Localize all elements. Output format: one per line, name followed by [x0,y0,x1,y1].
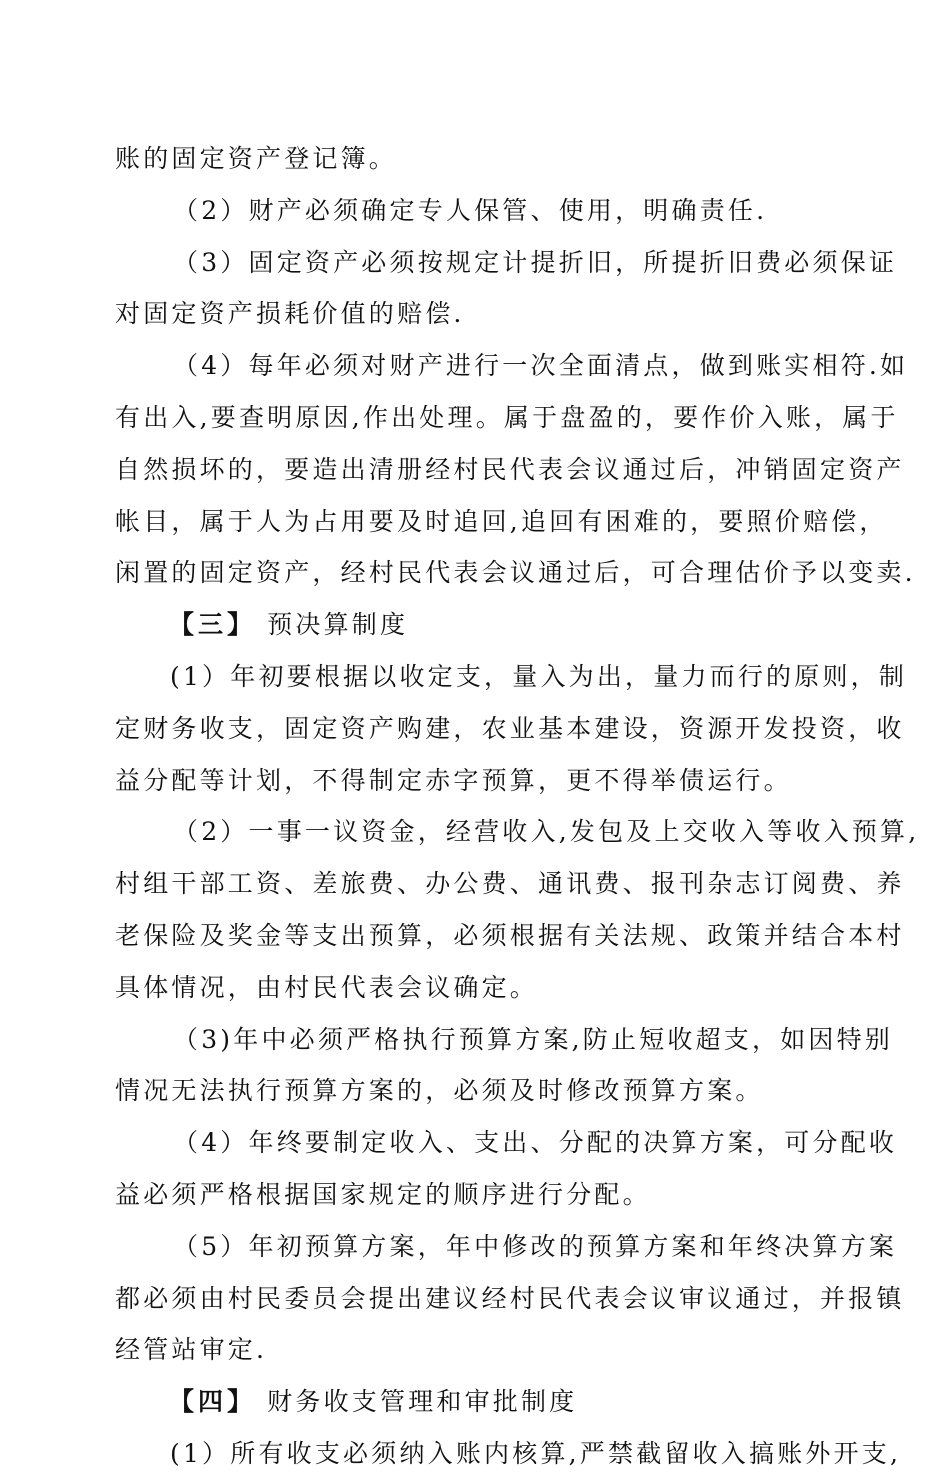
paragraph-line: 情况无法执行预算方案的，必须及时修改预算方案。 [115,1076,764,1106]
paragraph-line: 老保险及奖金等支出预算，必须根据有关法规、政策并结合本村 [115,920,905,950]
paragraph-line: 有出入,要查明原因,作出处理。属于盘盈的，要作价入账，属于 [115,402,899,432]
document-body [115,133,920,1480]
paragraph-line: 经管站审定. [115,1335,268,1365]
paragraph-line: （2）一事一议资金，经营收入,发包及上交收入等收入预算, [173,817,920,847]
paragraph-line: （4）年终要制定收入、支出、分配的决算方案，可分配收 [173,1128,898,1158]
section-number: 【三】 [169,610,257,640]
paragraph-line: （3）固定资产必须按规定计提折旧，所提折旧费必须保证 [173,247,898,277]
paragraph-line: (1）年初要根据以收定支，量入为出，量力而行的原则，制 [170,661,908,691]
paragraph-line: 帐目，属于人为占用要及时追回,追回有困难的，要照价赔偿， [115,506,888,536]
paragraph-line: 益必须严格根据国家规定的顺序进行分配。 [115,1179,651,1209]
paragraph-line: 定财务收支，固定资产购建，农业基本建设，资源开发投资，收 [115,713,905,743]
section-title: 财务收支管理和审批制度 [267,1387,578,1417]
section-number: 【四】 [169,1387,257,1417]
section-title: 预决算制度 [267,610,409,640]
paragraph-line: （4）每年必须对财产进行一次全面清点，做到账实相符.如 [173,351,909,381]
section-heading [115,1376,840,1428]
paragraph-line: （5）年初预算方案，年中修改的预算方案和年终决算方案 [173,1231,898,1261]
paragraph-line: 都必须由村民委员会提出建议经村民代表会议审议通过，并报镇 [115,1283,905,1313]
paragraph-line: (1）所有收支必须纳入账内核算,严禁截留收入搞账外开支, [170,1438,902,1468]
paragraph-line: 对固定资产损耗价值的赔偿. [115,299,465,329]
paragraph-line: 账的固定资产登记簿。 [115,144,398,173]
section-heading [115,599,840,651]
paragraph-line: （2）财产必须确定专人保管、使用，明确责任. [173,195,768,225]
paragraph-line: 具体情况，由村民代表会议确定。 [115,972,539,1002]
paragraph-line: 益分配等计划，不得制定赤字预算，更不得举债运行。 [115,765,792,795]
paragraph-line: 村组干部工资、差旅费、办公费、通讯费、报刊杂志订阅费、养 [115,869,905,899]
paragraph-line: 闲置的固定资产，经村民代表会议通过后，可合理估价予以变卖. [115,558,916,588]
paragraph-line: （3)年中必须严格执行预算方案,防止短收超支，如因特别 [173,1024,894,1054]
paragraph-line: 自然损坏的，要造出清册经村民代表会议通过后，冲销固定资产 [115,454,905,484]
